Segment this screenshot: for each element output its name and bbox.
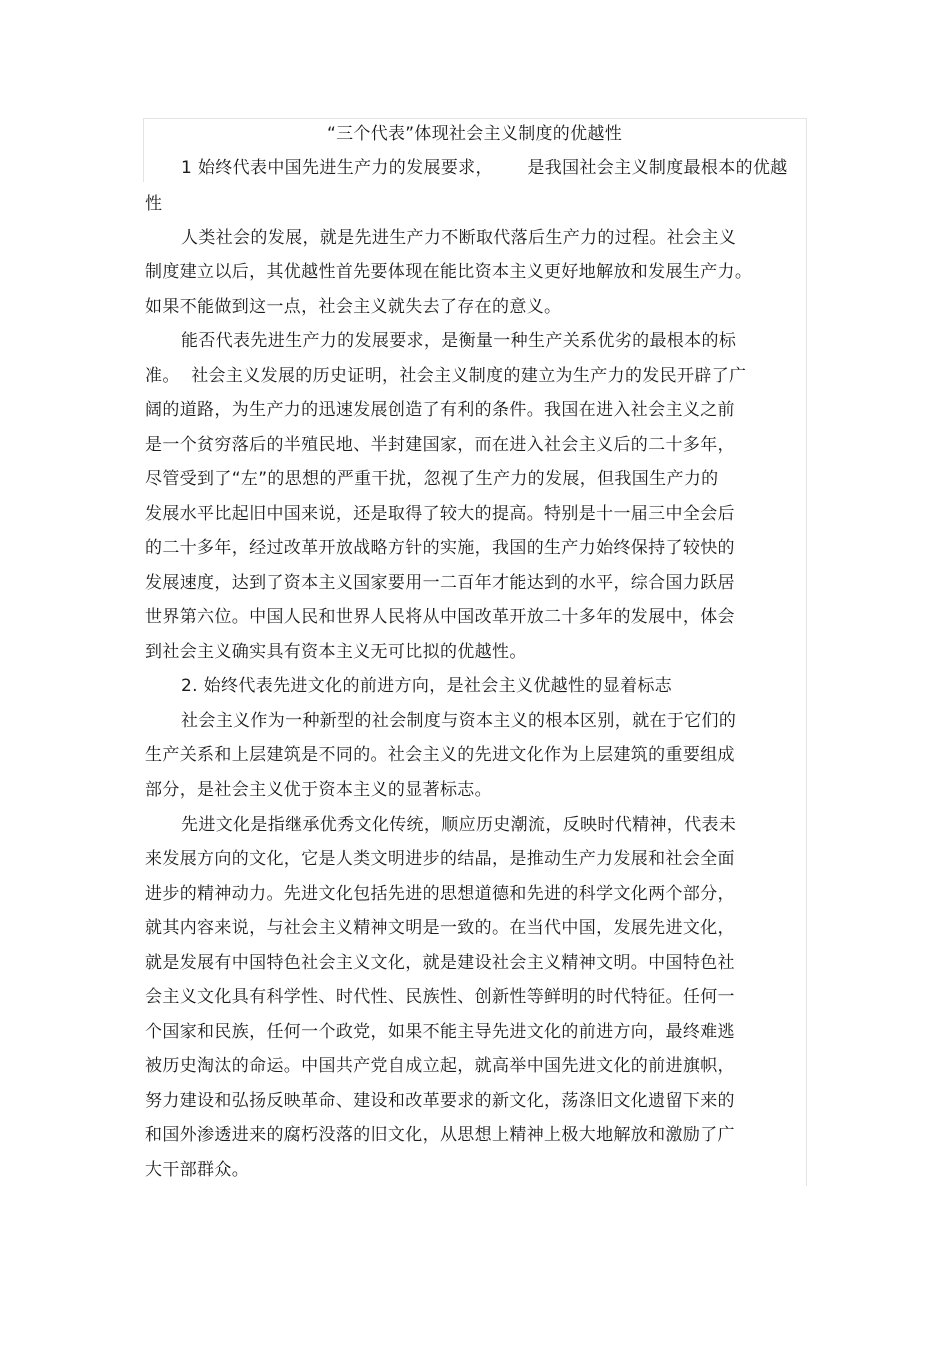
text-line: 制度建立以后，其优越性首先要体现在能比资本主义更好地解放和发展生产力。 [145, 262, 753, 282]
text-line: 个国家和民族，任何一个政党，如果不能主导先进文化的前进方向，最终难逃 [145, 1022, 735, 1042]
text-line: 就是发展有中国特色社会主义文化，就是建设社会主义精神文明。中国特色社 [145, 953, 735, 973]
text-line: 发展速度，达到了资本主义国家要用一二百年才能达到的水平，综合国力跃居 [145, 573, 735, 593]
text-line: 如果不能做到这一点，社会主义就失去了存在的意义。 [145, 297, 562, 317]
text-line: 阔的道路，为生产力的迅速发展创造了有利的条件。我国在进入社会主义之前 [145, 400, 735, 420]
text-line: 发展水平比起旧中国来说，还是取得了较大的提高。特别是十一届三中全会后 [145, 504, 735, 524]
text-line: 尽管受到了“左”的思想的严重干扰，忽视了生产力的发展，但我国生产力的 [145, 469, 719, 489]
text-line: 就其内容来说，与社会主义精神文明是一致的。在当代中国，发展先进文化， [145, 918, 735, 938]
text-line: 到社会主义确实具有资本主义无可比拟的优越性。 [145, 642, 527, 662]
text-line: 努力建设和弘扬反映革命、建设和改革要求的新文化，荡涤旧文化遗留下来的 [145, 1091, 735, 1111]
section-heading-1: 1 始终代表中国先进生产力的发展要求， 是我国社会主义制度最根本的优越 [181, 158, 788, 178]
text-line: 会主义文化具有科学性、时代性、民族性、创新性等鲜明的时代特征。任何一 [145, 987, 735, 1007]
text-line: 进步的精神动力。先进文化包括先进的思想道德和先进的科学文化两个部分， [145, 884, 735, 904]
text-line: 来发展方向的文化，它是人类文明进步的结晶，是推动生产力发展和社会全面 [145, 849, 735, 869]
page-border-right [806, 118, 807, 1186]
text-line: 的二十多年，经过改革开放战略方针的实施，我国的生产力始终保持了较快的 [145, 538, 735, 558]
text-line: 世界第六位。中国人民和世界人民将从中国改革开放二十多年的发展中，体会 [145, 607, 735, 627]
document-title: “三个代表”体现社会主义制度的优越性 [326, 124, 622, 144]
text-line: 性 [145, 194, 163, 214]
text-line: 是一个贫穷落后的半殖民地、半封建国家，而在进入社会主义后的二十多年， [145, 435, 735, 455]
paragraph-line: 先进文化是指继承优秀文化传统，顺应历史潮流，反映时代精神，代表未 [181, 815, 737, 835]
text-line: 准。 社会主义发展的历史证明，社会主义制度的建立为生产力的发民开辟了广 [145, 366, 747, 386]
paragraph-line: 社会主义作为一种新型的社会制度与资本主义的根本区别，就在于它们的 [181, 711, 737, 731]
page-border-top [143, 118, 807, 119]
section-heading-2: 2. 始终代表先进文化的前进方向，是社会主义优越性的显着标志 [181, 676, 673, 696]
text-line: 和国外渗透进来的腐朽没落的旧文化，从思想上精神上极大地解放和激励了广 [145, 1125, 735, 1145]
text-line: 部分，是社会主义优于资本主义的显著标志。 [145, 780, 492, 800]
paragraph-line: 能否代表先进生产力的发展要求，是衡量一种生产关系优劣的最根本的标 [181, 331, 737, 351]
text-line: 被历史淘汰的命运。中国共产党自成立起，就高举中国先进文化的前进旗帜， [145, 1056, 735, 1076]
paragraph-line: 人类社会的发展，就是先进生产力不断取代落后生产力的过程。社会主义 [181, 228, 737, 248]
text-line: 大干部群众。 [145, 1160, 250, 1180]
text-line: 生产关系和上层建筑是不同的。社会主义的先进文化作为上层建筑的重要组成 [145, 745, 735, 765]
